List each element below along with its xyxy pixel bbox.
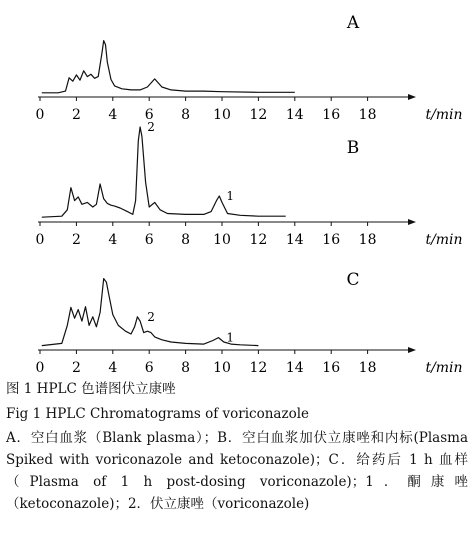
panel-c-x-tick-label: 12 [249, 360, 268, 376]
panel-c-x-tick-label: 0 [35, 360, 45, 376]
panel-c-x-tick-label: 6 [144, 360, 154, 376]
panel-b-x-tick-label: 6 [144, 232, 154, 248]
panel-c-x-tick-label: 14 [285, 360, 304, 376]
panel-c-letter: C [346, 270, 360, 290]
figure-caption-english [6, 403, 468, 425]
panel-a-x-axis-label: t/min [425, 107, 463, 123]
panel-a-x-tick-label: 6 [144, 107, 154, 123]
panel-b-peak-label: 1 [226, 189, 235, 203]
panel-c-x-tick-label: 4 [108, 360, 118, 376]
panel-c-x-tick-label: 8 [181, 360, 191, 376]
panel-b-x-tick-label: 12 [249, 232, 268, 248]
panel-a-x-tick-label: 8 [181, 107, 191, 123]
panel-b-letter: B [346, 138, 360, 158]
panel-a-x-axis-arrow [408, 94, 416, 100]
caption-en-text: Fig 1 HPLC Chromatograms of voriconazole [6, 406, 310, 422]
panel-a-x-tick-label: 0 [35, 107, 45, 123]
panel-a-x-tick-label: 14 [285, 107, 304, 123]
panel-c-x-axis-arrow [408, 347, 416, 353]
panel-b-x-tick-label: 8 [181, 232, 191, 248]
panel-b-x-axis-label: t/min [425, 232, 463, 248]
panel-c-x-axis-label: t/min [425, 360, 463, 376]
panel-a-x-tick-label: 4 [108, 107, 118, 123]
panel-c-x-tick-label: 2 [71, 360, 81, 376]
figure-caption-chinese [6, 378, 468, 400]
panel-c-peak-label: 2 [147, 309, 155, 324]
panel-b-x-tick-label: 0 [35, 232, 45, 248]
panel-c-x-tick-label: 16 [322, 360, 341, 376]
figure-legend [6, 427, 468, 515]
panel-c-x-tick-label: 10 [213, 360, 231, 376]
legend-text: A．空白血浆（Blank plasma）；B．空白血浆加伏立康唑和内标(Plasma Spiked with voriconazole and ketoconazole)；C．给药后 1 h 血样（Plasma of 1 h post-dosing voriconazole)；1．酮康唑（ketoconazole)；2．伏立康唑（voriconazole) [6, 430, 468, 512]
panel-b-x-tick-label: 10 [213, 232, 231, 248]
panel-b-x-axis-arrow [408, 219, 416, 225]
panel-a-x-tick-label: 10 [213, 107, 231, 123]
panel-b-x-tick-label: 2 [71, 232, 81, 248]
panel-a-letter: A [346, 13, 360, 33]
panel-b-peak-label: 2 [147, 120, 155, 134]
panel-a-x-tick-label: 12 [249, 107, 268, 123]
panel-a-x-tick-label: 16 [322, 107, 341, 123]
panel-b-trace [42, 127, 286, 217]
caption-cn-text: 图 1 HPLC 色谱图伏立康唑 [6, 381, 176, 397]
panel-a-trace [42, 41, 295, 93]
panel-a-x-tick-label: 18 [358, 107, 377, 123]
panel-b-x-tick-label: 14 [285, 232, 304, 248]
panel-b-x-tick-label: 4 [108, 232, 118, 248]
panel-b-x-tick-label: 18 [358, 232, 377, 248]
panel-c-peak-label: 1 [226, 330, 235, 345]
panel-a-x-tick-label: 2 [71, 107, 81, 123]
panel-b-x-tick-label: 16 [322, 232, 341, 248]
panel-c-x-tick-label: 18 [358, 360, 377, 376]
